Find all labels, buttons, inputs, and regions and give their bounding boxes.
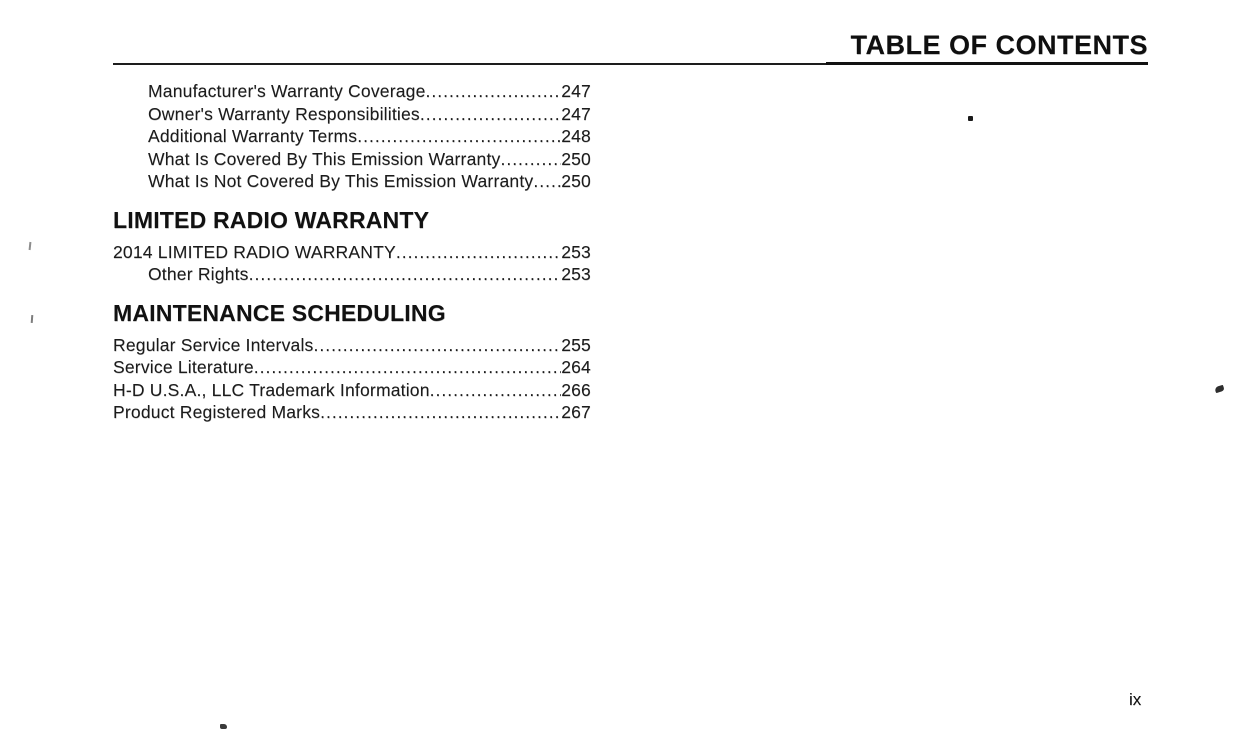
header-rule-thick-segment (826, 62, 1148, 65)
page-number: ix (1129, 690, 1142, 709)
toc-entry (113, 401, 591, 424)
toc-entry-label: Other Rights (148, 264, 249, 284)
scan-artifact-tick (31, 315, 34, 323)
toc-leader-dots (314, 334, 562, 357)
toc-entry-page: 248 (561, 126, 591, 146)
toc-entry-page: 266 (561, 379, 591, 400)
toc-leader-dots (249, 263, 562, 286)
toc-leader-dots (533, 170, 561, 193)
toc-entry-label: What Is Covered By This Emission Warranty (148, 148, 501, 169)
scan-artifact-squiggle (1214, 385, 1224, 393)
toc-leader-dots (430, 379, 562, 402)
toc-leader-dots (420, 103, 561, 126)
toc-entry-page: 253 (561, 241, 591, 262)
toc-entry-label: H-D U.S.A., LLC Trademark Information (113, 379, 430, 400)
toc-entry-label: 2014 LIMITED RADIO WARRANTY (113, 241, 396, 262)
toc-entry-page: 267 (561, 402, 591, 422)
page-title: TABLE OF CONTENTS (850, 30, 1148, 60)
toc-leader-dots (320, 401, 561, 424)
toc-entry-page: 247 (561, 81, 591, 101)
toc-entry-page: 255 (561, 334, 591, 355)
toc-section-heading: LIMITED RADIO WARRANTY (113, 206, 430, 233)
toc-leader-dots (357, 125, 561, 148)
scan-artifact-speck (220, 724, 227, 729)
scan-artifact-dot (968, 116, 973, 121)
toc (113, 80, 591, 424)
toc-entry-label: Regular Service Intervals (113, 334, 314, 355)
scan-artifact-tick (29, 242, 32, 250)
toc-entry (113, 241, 591, 264)
toc-leader-dots (426, 80, 562, 103)
toc-entry-page: 253 (561, 264, 591, 284)
toc-entry-page: 247 (561, 103, 591, 124)
toc-entry-page: 264 (561, 357, 591, 377)
toc-entry (113, 379, 591, 402)
toc-entry (113, 263, 591, 286)
toc-entry-label: What Is Not Covered By This Emission Warranty (148, 171, 534, 191)
toc-leader-dots (500, 148, 561, 171)
toc-entry-page: 250 (561, 171, 591, 191)
toc-entry-page: 250 (561, 148, 591, 169)
toc-entry-label: Owner's Warranty Responsibilities (148, 103, 420, 124)
toc-entry (113, 125, 591, 148)
toc-leader-dots (396, 241, 561, 264)
toc-leader-dots (254, 356, 561, 379)
toc-entry (113, 334, 591, 357)
toc-entry (113, 103, 591, 126)
toc-entry-label: Product Registered Marks (113, 402, 321, 422)
toc-entry-label: Service Literature (113, 357, 254, 377)
toc-entry-label: Manufacturer's Warranty Coverage (148, 81, 426, 101)
toc-entry-label: Additional Warranty Terms (148, 126, 358, 146)
toc-entry (113, 170, 591, 193)
toc-section-heading: MAINTENANCE SCHEDULING (113, 299, 446, 326)
toc-entry (113, 148, 591, 171)
toc-entry (113, 356, 591, 379)
toc-entry (113, 80, 591, 103)
